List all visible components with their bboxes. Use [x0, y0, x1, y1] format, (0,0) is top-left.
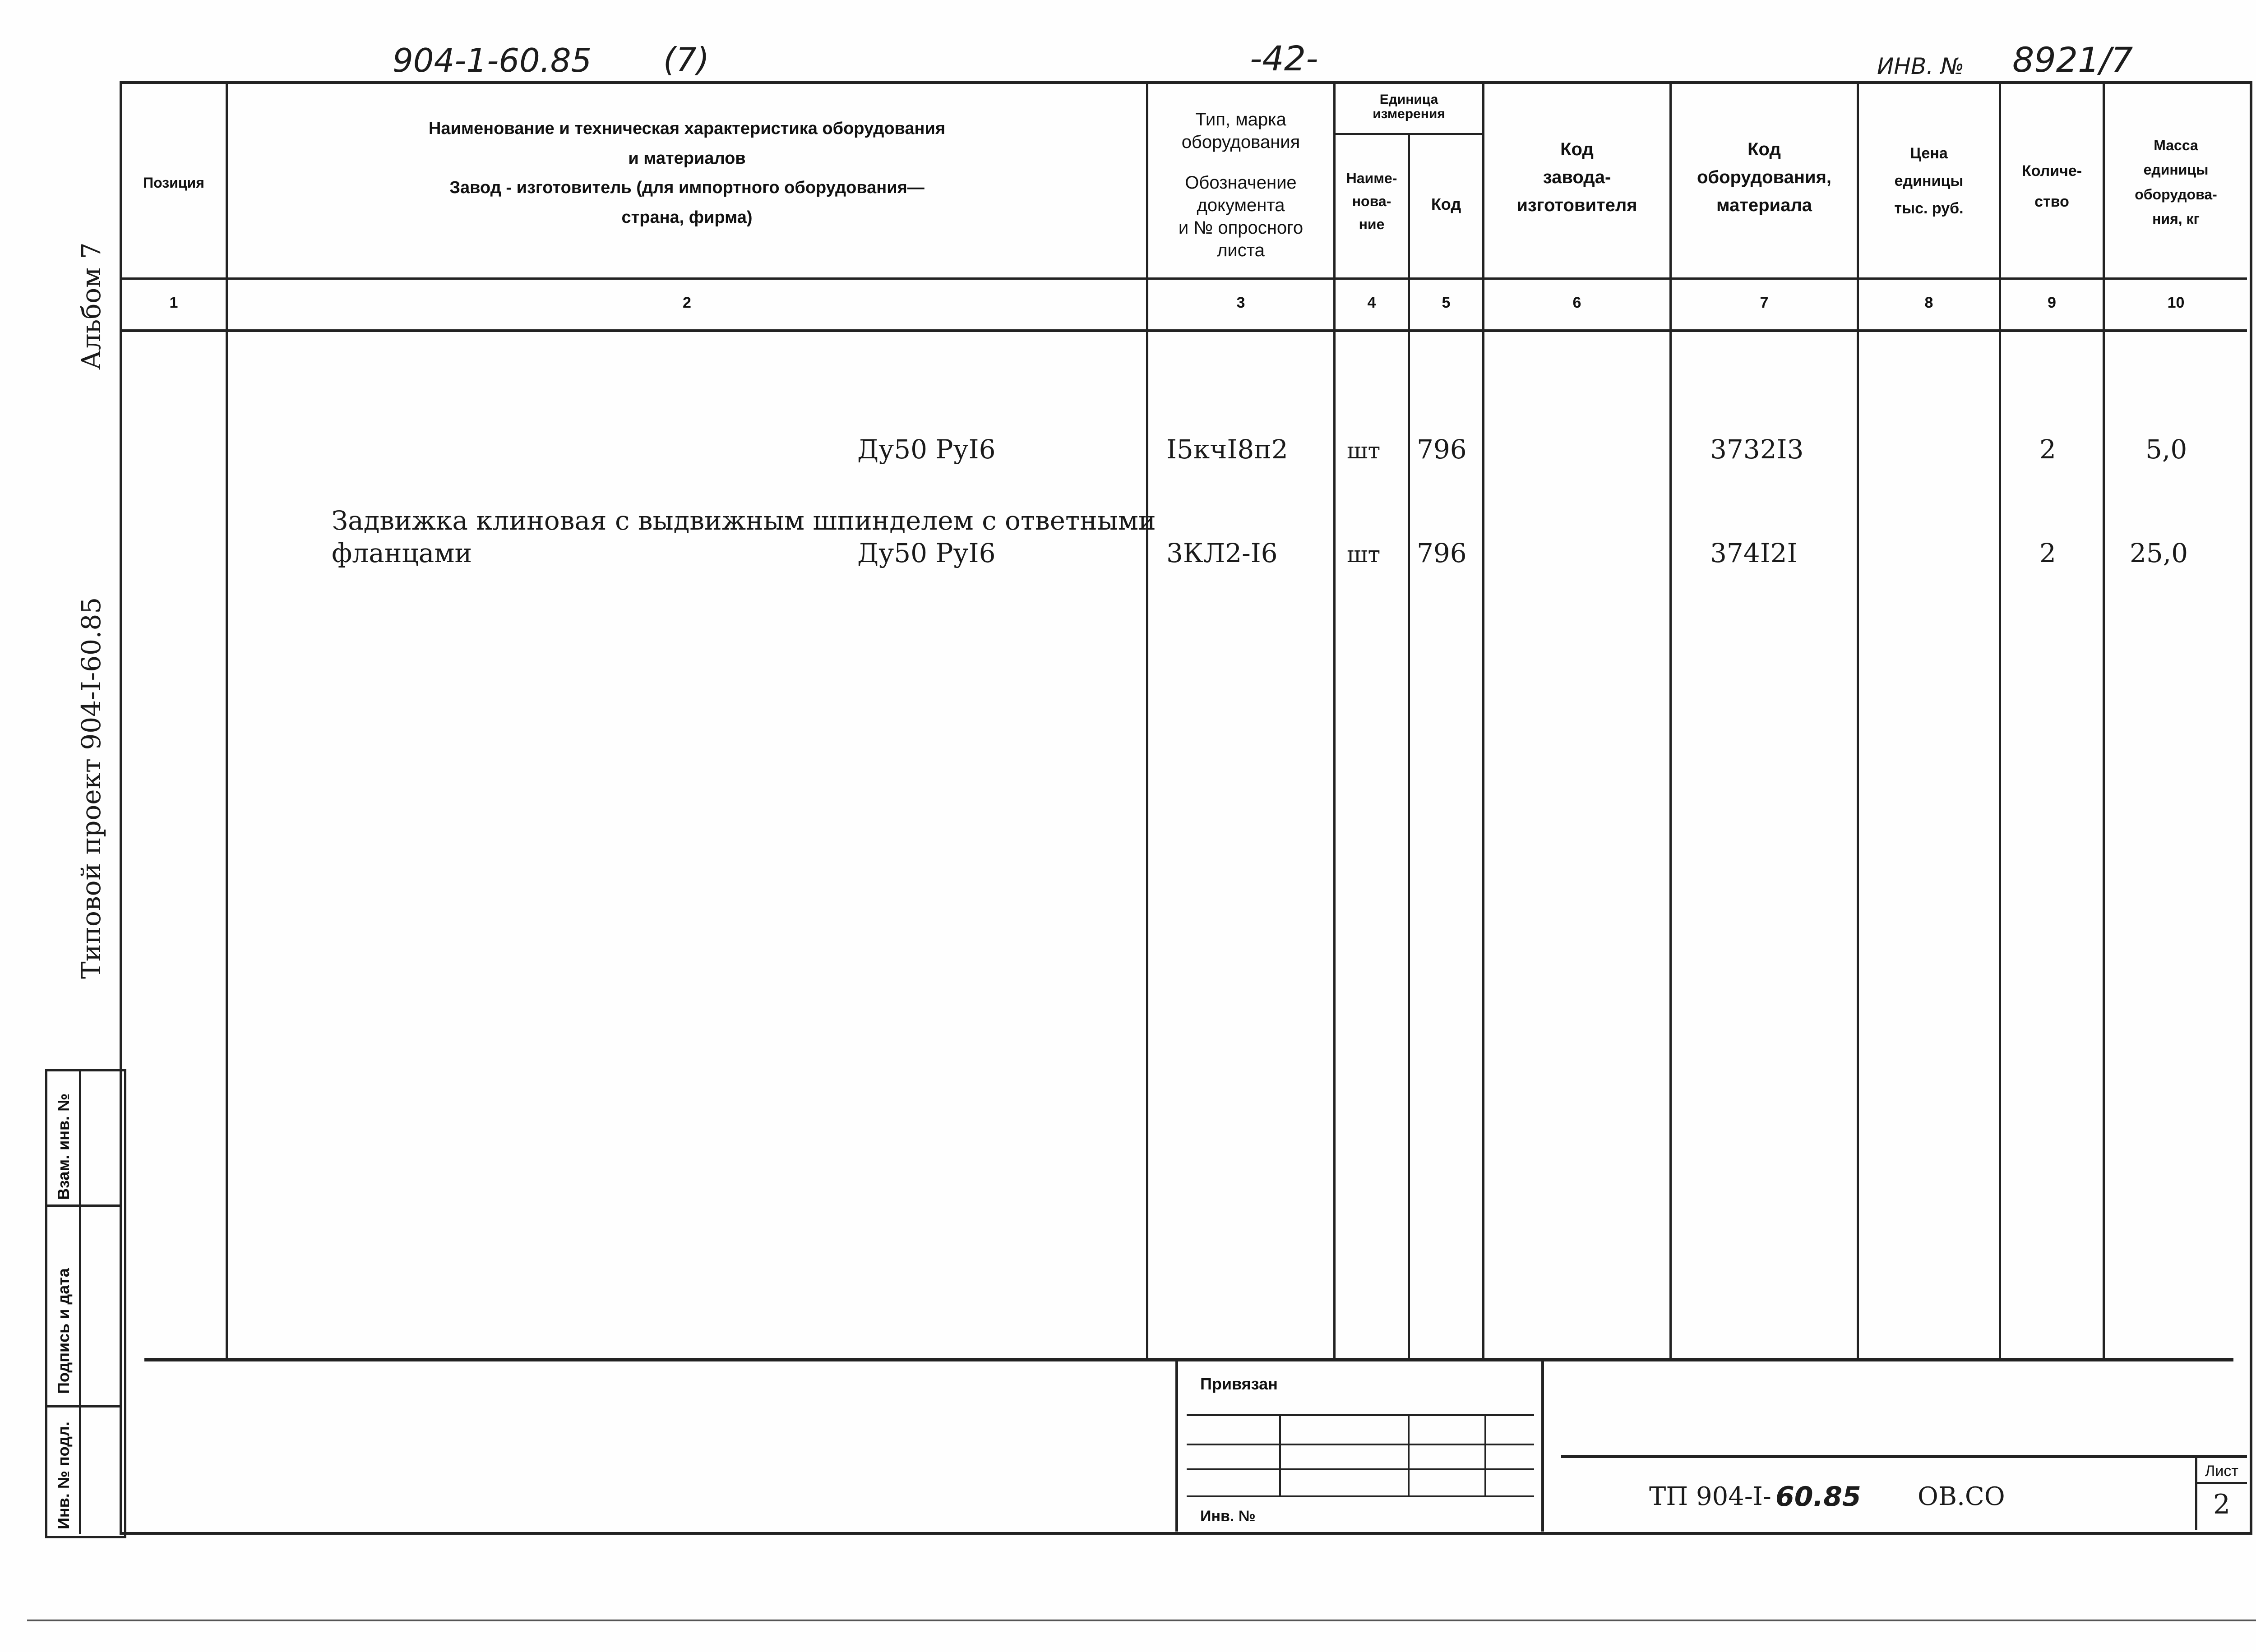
- sheet-label: Лист: [2205, 1463, 2238, 1480]
- header-mass: Масса единицы оборудова- ния, кг: [2135, 137, 2217, 227]
- row1-name-params: Ду50 РуI6: [857, 434, 996, 465]
- header-type: Тип, марка оборудования Обозначение документа и № опросного листа: [1178, 110, 1304, 260]
- privyazan-label: Привязан: [1200, 1375, 1278, 1393]
- row1-unit: шт: [1347, 438, 1381, 464]
- row2-name-line1: Задвижка клиновая с выдвижным шпинделем с ответными: [332, 505, 1156, 536]
- row1-equipment-code: 3732I3: [1710, 434, 1804, 465]
- header-quantity: Количе- ство: [2021, 162, 2082, 210]
- doc-code-prefix: ТП 904-I-: [1649, 1482, 1771, 1511]
- album-side-label: Альбом 7: [76, 242, 106, 370]
- row1-unit-code: 796: [1417, 434, 1467, 465]
- column-number: 8: [1924, 294, 1933, 311]
- doc-suffix: ОВ.СО: [1918, 1482, 2005, 1511]
- inventory-number: 8921/7: [2012, 40, 2133, 80]
- header-factory-code: Код завода- изготовителя: [1516, 139, 1637, 215]
- row1-mass: 5,0: [2145, 434, 2187, 465]
- header-unit-code: Код: [1431, 195, 1461, 213]
- header-name: Наименование и техническая характеристика оборудования и материалов Завод - изготовитель (для импортного оборудования— страна, фирма): [428, 119, 946, 227]
- column-number: 2: [683, 294, 691, 311]
- page-number: -42-: [1250, 38, 1318, 78]
- doc-code-handwritten: 60.85: [1775, 1481, 1861, 1513]
- row2-unit-code: 796: [1417, 538, 1467, 568]
- row2-mass: 25,0: [2130, 538, 2188, 568]
- row1-type: I5кчI8п2: [1166, 434, 1288, 465]
- column-number: 6: [1572, 294, 1581, 311]
- header-unit-name: Наиме- нова- ние: [1346, 170, 1397, 233]
- header-price: Цена единицы тыс. руб.: [1894, 145, 1964, 217]
- project-side-label: Типовой проект 904-I-60.85: [76, 597, 106, 979]
- column-number: 10: [2167, 294, 2185, 311]
- column-number: 9: [2048, 294, 2056, 311]
- header-equipment-code: Код оборудования, материала: [1697, 139, 1832, 215]
- stamp-inv-podl: Инв. № подл.: [54, 1421, 73, 1529]
- inventory-label: ИНВ. №: [1877, 53, 1965, 79]
- row2-type: 3КЛ2-I6: [1166, 538, 1278, 568]
- row2-equipment-code: 374I2I: [1710, 538, 1798, 568]
- row2-name-line2: фланцами: [332, 538, 472, 568]
- row2-name-params: Ду50 РуI6: [857, 538, 996, 568]
- column-number: 4: [1367, 294, 1376, 311]
- project-number-handwritten: 904-1-60.85: [393, 42, 592, 79]
- header-position: Позиция: [143, 175, 204, 191]
- header-unit-group: Единица измерения: [1373, 92, 1445, 121]
- row1-quantity: 2: [2039, 434, 2056, 465]
- stamp-vzam: Взам. инв. №: [54, 1093, 73, 1200]
- row2-quantity: 2: [2039, 538, 2056, 568]
- album-number-handwritten: (7): [663, 41, 709, 78]
- title-block-top-rule: [1561, 1455, 2247, 1458]
- column-number: 5: [1442, 294, 1451, 311]
- sheet-trim-line: [27, 1620, 2256, 1621]
- stamp-podpis: Подпись и дата: [54, 1268, 73, 1394]
- column-number: 7: [1760, 294, 1769, 311]
- sheet-number: 2: [2213, 1489, 2231, 1520]
- column-number: 1: [169, 294, 178, 311]
- inv-no-label: Инв. №: [1200, 1508, 1256, 1525]
- row2-unit: шт: [1347, 541, 1381, 568]
- column-number: 3: [1236, 294, 1245, 311]
